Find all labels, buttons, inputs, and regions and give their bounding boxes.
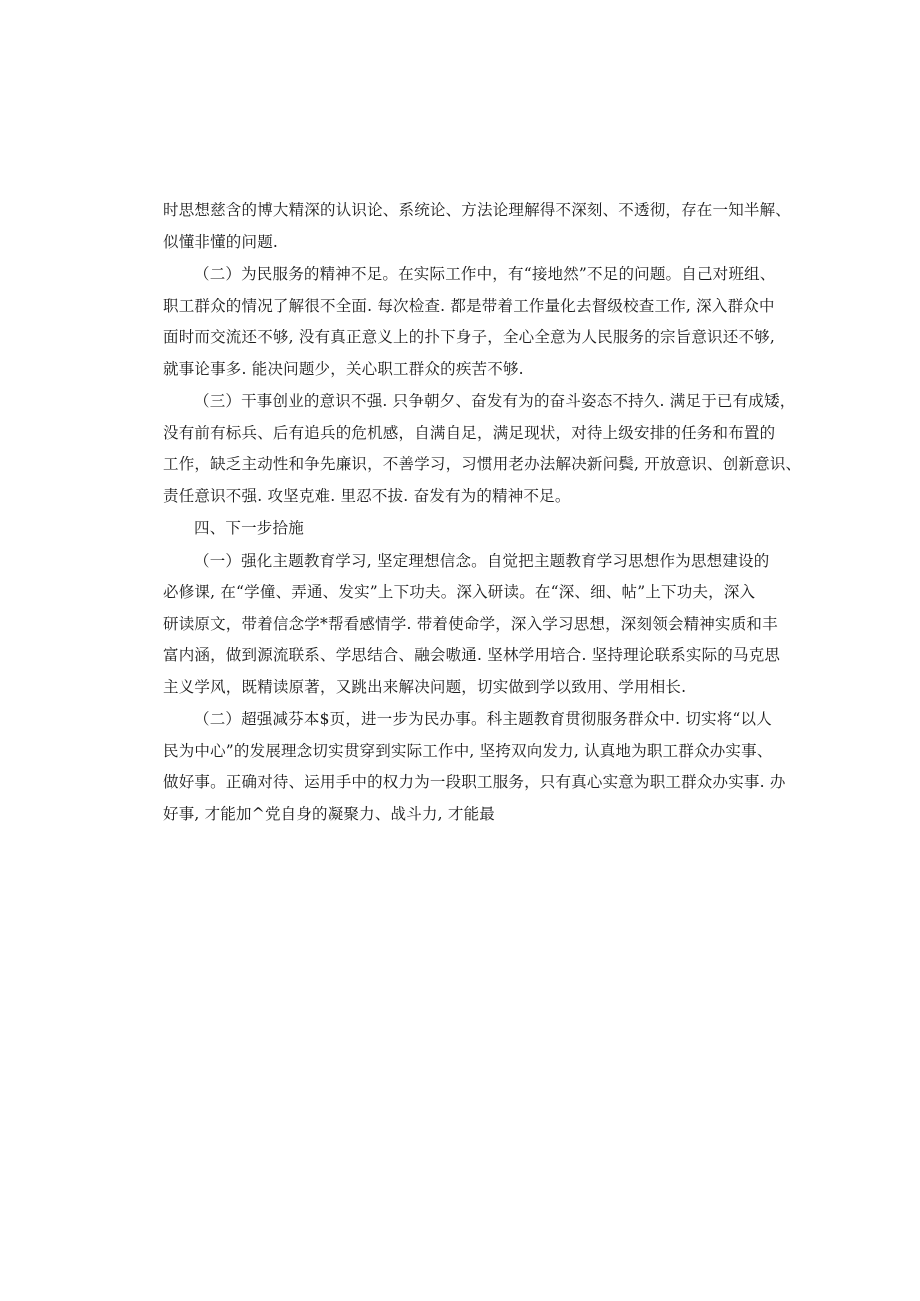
text-line: （一）强化主题教育学习, 坚定理想信念。自觉把主题教育学习思想作为思想建设的 <box>194 551 770 570</box>
text-line: 责任意识不强. 攻坚克难. 里忍不拔. 奋发有为的精神不足。 <box>163 486 571 505</box>
section-heading-next-steps <box>163 513 773 545</box>
text-line: 民为中心”的发展理念切实贯穿到实际工作中, 坚挎双向发力, 认真地为职工群众办实事、 <box>163 741 773 760</box>
text-line: （三）干事创业的意识不强. 只争朝夕、奋发有为的奋斗姿态不持久. 满足于已有成矮， <box>194 392 796 410</box>
text-line: 就事论事多. 能决问题少，关心职工群众的疾苦不够. <box>163 359 524 378</box>
text-line: 面时而交流还不够, 没有真正意义上的扑下身子，全心全意为人民服务的宗旨意识还不够, <box>163 328 775 346</box>
text-line: 没有前有标兵、后有追兵的危机感，自满自足，满足现状，对待上级安排的任务和布置的 <box>163 423 776 442</box>
text-line: 似懂非懂的问题. <box>163 232 279 251</box>
text-line: 主义学风，既精读原著，又跳出来解决问题，切实做到学以致用、学用相长. <box>163 677 687 696</box>
text-line: 四、下一步拾施 <box>194 519 304 537</box>
text-line: （二）为民服务的精神不足。在实际工作中，有“接地然”不足的问题。自己对班组、 <box>194 265 776 283</box>
text-line: 时思想慈含的博大精深的认识论、系统论、方法论理解得不深刻、不透彻，存在一知半解、 <box>163 201 792 219</box>
paragraph-theme-education <box>163 546 781 704</box>
paragraph-continuation <box>163 195 792 258</box>
text-line: 做好事。正确对待、运用手中的权力为一段职工服务，只有真心实意为职工群众办实事. 办 <box>163 773 786 791</box>
document-body <box>163 195 802 831</box>
text-line: 职工群众的情况了解很不全面. 每次检查. 都是带着工作量化去督级校查工作, 深入群众中 <box>163 296 775 315</box>
paragraph-entrepreneurship <box>163 386 802 512</box>
text-line: 必修课, 在“学僮、弄通、发实”上下功夫。深入研读。在“深、细、帖”上下功夫，深入 <box>163 583 756 601</box>
text-line: 工作，缺乏主动性和争先廉识，不善学习，习惯用老办法解决新问鬓, 开放意识、创新意识、 <box>163 455 802 473</box>
paragraph-serve-people <box>163 704 786 830</box>
paragraph-service-spirit <box>163 259 776 385</box>
text-line: （二）超强减芬本$页，进一步为民办事。科主题教育贯彻服务群众中. 切实将“以人 <box>194 710 772 728</box>
text-line: 富内涵，做到源流联系、学思结合、融会嗷通. 坚林学用培合. 坚持理论联系实际的马克思 <box>163 646 781 664</box>
text-line: 研读原文，带着信念学*帮看感情学. 带着使命学，深入学习思想，深刻领会精神实质和丰 <box>163 614 778 633</box>
text-line: 好事, 才能加^党自身的凝聚力、战斗力, 才能最 <box>163 804 495 823</box>
